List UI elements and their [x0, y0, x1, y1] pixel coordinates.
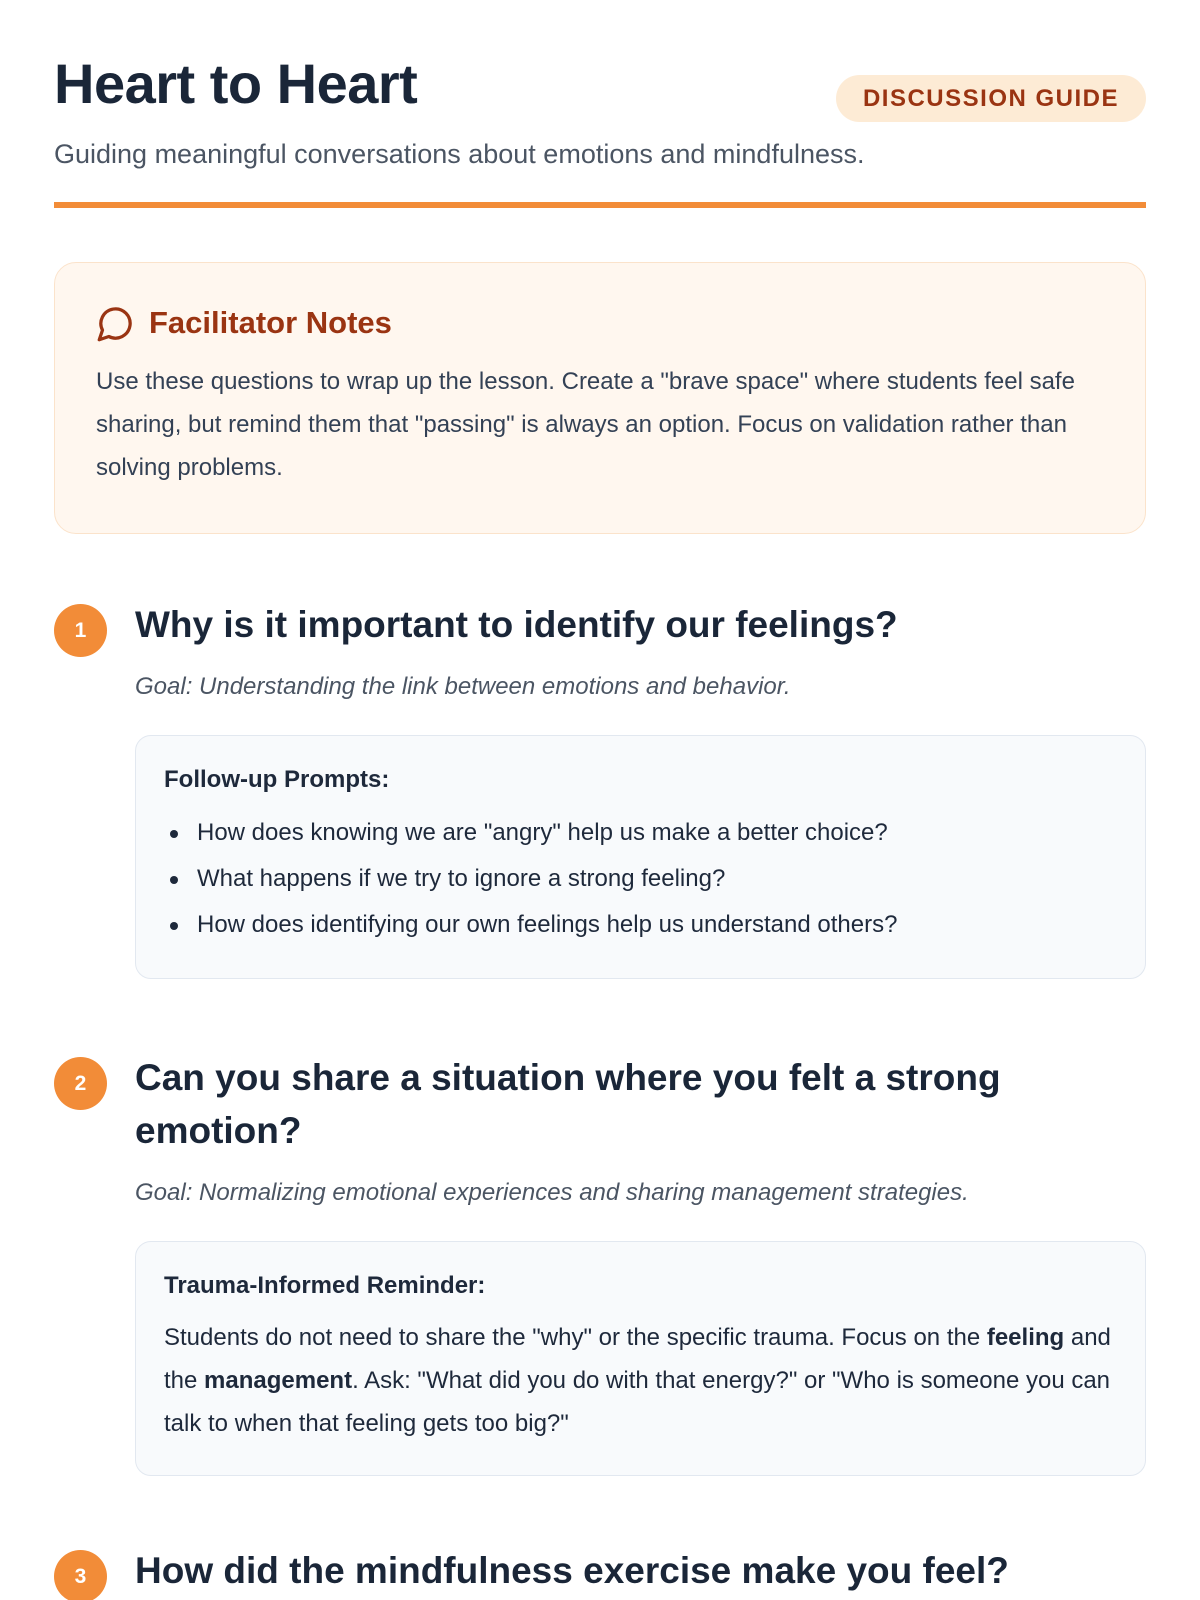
question-number-badge: 3: [54, 1550, 107, 1600]
list-item: What happens if we try to ignore a strong feeling?: [164, 856, 1117, 902]
question-1: [54, 598, 1146, 979]
question-number-badge: 1: [54, 604, 107, 657]
page-header: [54, 0, 1146, 208]
page-subtitle: Guiding meaningful conversations about emotions and mindfulness.: [54, 139, 865, 169]
trauma-informed-reminder-box: [135, 1241, 1146, 1476]
question-title: Why is it important to identify our feelings?: [135, 604, 898, 645]
follow-up-prompts-list: [164, 810, 1117, 948]
reminder-bold-management: management: [204, 1367, 353, 1394]
question-title: How did the mindfulness exercise make you feel?: [135, 1550, 1009, 1591]
header-divider: [54, 202, 1146, 208]
facilitator-notes-card: [54, 262, 1146, 534]
trauma-informed-reminder-text: [164, 1316, 1117, 1445]
follow-up-prompts-heading: Follow-up Prompts:: [164, 766, 390, 793]
follow-up-prompts-box: [135, 735, 1146, 979]
question-goal: Goal: Normalizing emotional experiences and sharing management strategies.: [135, 1179, 969, 1206]
question-2: [54, 1051, 1146, 1476]
question-number-badge: 2: [54, 1057, 107, 1110]
facilitator-notes-text: Use these questions to wrap up the lesson. Create a "brave space" where students feel safe sharing, but remind them that "passing" is always an option. Focus on validation rather than solving problems.: [96, 368, 1075, 481]
trauma-informed-reminder-heading: Trauma-Informed Reminder:: [164, 1272, 486, 1299]
question-3: [54, 1544, 1146, 1597]
speech-bubble-icon: [96, 304, 135, 343]
list-item: How does identifying our own feelings help us understand others?: [164, 902, 1117, 948]
facilitator-notes-header: [96, 303, 1105, 343]
facilitator-notes-title: Facilitator Notes: [149, 305, 392, 340]
question-goal: Goal: Understanding the link between emotions and behavior.: [135, 673, 791, 700]
reminder-text-part: Students do not need to share the "why" or the specific trauma. Focus on the: [164, 1324, 987, 1351]
reminder-bold-feeling: feeling: [986, 1324, 1065, 1351]
page-title: Heart to Heart: [54, 52, 418, 115]
reminder-text-part: . Ask: "What did you do with that energy?" or "Who is someone you can talk to when that feeling gets too big?": [164, 1367, 1111, 1437]
question-title: Can you share a situation where you felt a strong emotion?: [135, 1057, 1001, 1151]
reminder-text-part: and the: [164, 1324, 1111, 1394]
list-item: How does knowing we are "angry" help us make a better choice?: [164, 810, 1117, 856]
discussion-guide-badge: DISCUSSION GUIDE: [836, 75, 1146, 122]
